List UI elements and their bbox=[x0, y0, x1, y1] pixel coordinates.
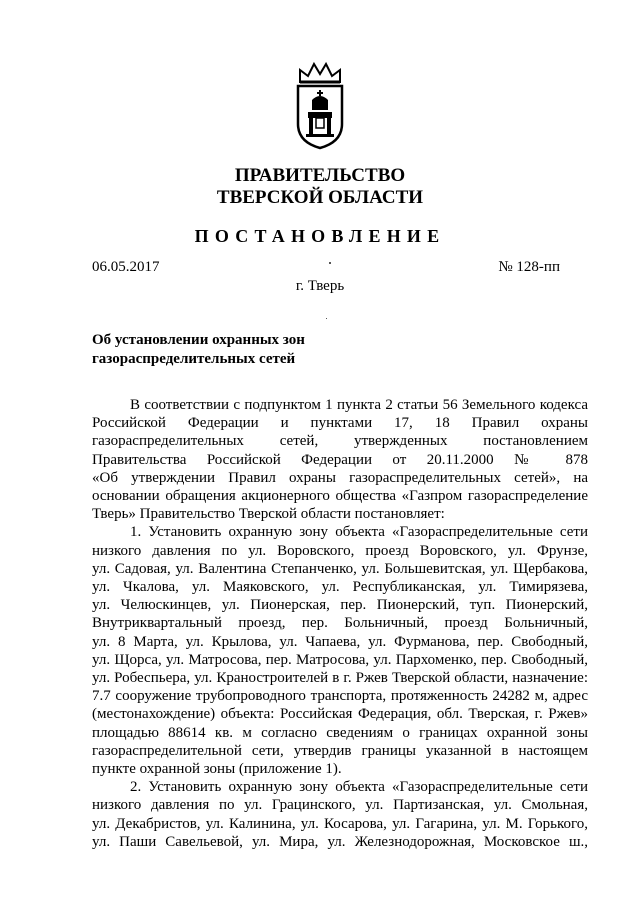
body-line: основании обращения акционерного общества «Газпром газораспределение bbox=[92, 488, 588, 505]
body-line: В соответствии с подпунктом 1 пункта 2 статьи 56 Земельного кодекса bbox=[130, 397, 588, 413]
body-line: ул. Чкалова, ул. Маяковского, ул. Республиканская, ул. Тимирязева, bbox=[92, 579, 588, 596]
body-line: ул. Декабристов, ул. Калинина, ул. Косарова, ул. Гагарина, ул. М. Горького, bbox=[92, 815, 588, 832]
body-line: ул. 8 Марта, ул. Крылова, ул. Чапаева, ул. Фурманова, пер. Свободный, bbox=[92, 633, 588, 650]
body-line: Российской Федерации и пунктами 17, 18 Правил охраны bbox=[92, 415, 588, 432]
document-body bbox=[92, 396, 588, 851]
document-subject bbox=[92, 331, 305, 369]
subject-line2: газораспределительных сетей bbox=[92, 351, 296, 367]
body-line: ул. Паши Савельевой, ул. Мира, ул. Железнодорожная, Московское ш., bbox=[92, 833, 588, 850]
body-line: 1. Установить охранную зону объекта «Газораспределительные сети bbox=[130, 524, 588, 541]
scan-speck bbox=[329, 262, 331, 264]
document-type: ПОСТАНОВЛЕНИЕ bbox=[194, 226, 446, 246]
body-line: ул. Робеспьера, ул. Краностроителей в г. Ржев Тверской области, назначение: bbox=[92, 670, 588, 687]
government-title-line1: ПРАВИТЕЛЬСТВО bbox=[234, 165, 406, 186]
subject-line1: Об установлении охранных зон bbox=[92, 332, 305, 348]
body-line: низкого давления по ул. Воровского, проезд Воровского, ул. Фрунзе, bbox=[92, 542, 588, 559]
body-line: площадью 88614 кв. м согласно сведениям о границах охранной зоны bbox=[92, 724, 588, 741]
body-line: 2. Установить охранную зону объекта «Газораспределительные сети bbox=[130, 779, 588, 796]
scan-speck bbox=[326, 318, 327, 319]
body-line: газораспределительных сетей, утвержденных постановлением bbox=[92, 433, 588, 450]
body-line: ул. Челюскинцев, ул. Пионерская, пер. Пионерский, туп. Пионерский, bbox=[92, 597, 588, 614]
document-number: № 128-пп bbox=[498, 259, 560, 275]
body-line: Тверь» Правительство Тверской области постановляет: bbox=[92, 506, 445, 523]
body-line bbox=[92, 760, 588, 778]
document-city: г. Тверь bbox=[295, 278, 345, 294]
body-line: ул. Садовая, ул. Валентина Степанченко, ул. Большевитская, ул. Щербакова, bbox=[92, 560, 588, 577]
body-line-text: пункте охранной зоны (приложение 1). bbox=[92, 761, 342, 778]
tver-coat-of-arms-icon bbox=[292, 60, 348, 150]
body-line: газораспределительной сети, утвердив границы указанной в настоящем bbox=[92, 742, 588, 759]
body-line: Правительства Российской Федерации от 20.11.2000 № 878 bbox=[92, 451, 588, 468]
body-line: низкого давления по ул. Грацинского, ул. Партизанская, ул. Смольная, bbox=[92, 797, 588, 814]
body-line: Внутриквартальный проезд, пер. Больничный, проезд Больничный, bbox=[92, 615, 588, 632]
body-line: (местонахождение) объекта: Российская Федерация, обл. Тверская, г. Ржев» bbox=[92, 706, 588, 723]
body-line: 7.7 сооружение трубопроводного транспорта, протяженность 24282 м, адрес bbox=[92, 688, 588, 705]
body-line: «Об утверждении Правил охраны газораспределительных сетей», на bbox=[92, 469, 588, 486]
body-line: ул. Щорса, ул. Матросова, пер. Матросова, ул. Пархоменко, пер. Свободный, bbox=[92, 651, 588, 668]
document-date: 06.05.2017 bbox=[92, 259, 160, 275]
government-title-line2: ТВЕРСКОЙ ОБЛАСТИ bbox=[216, 187, 424, 208]
